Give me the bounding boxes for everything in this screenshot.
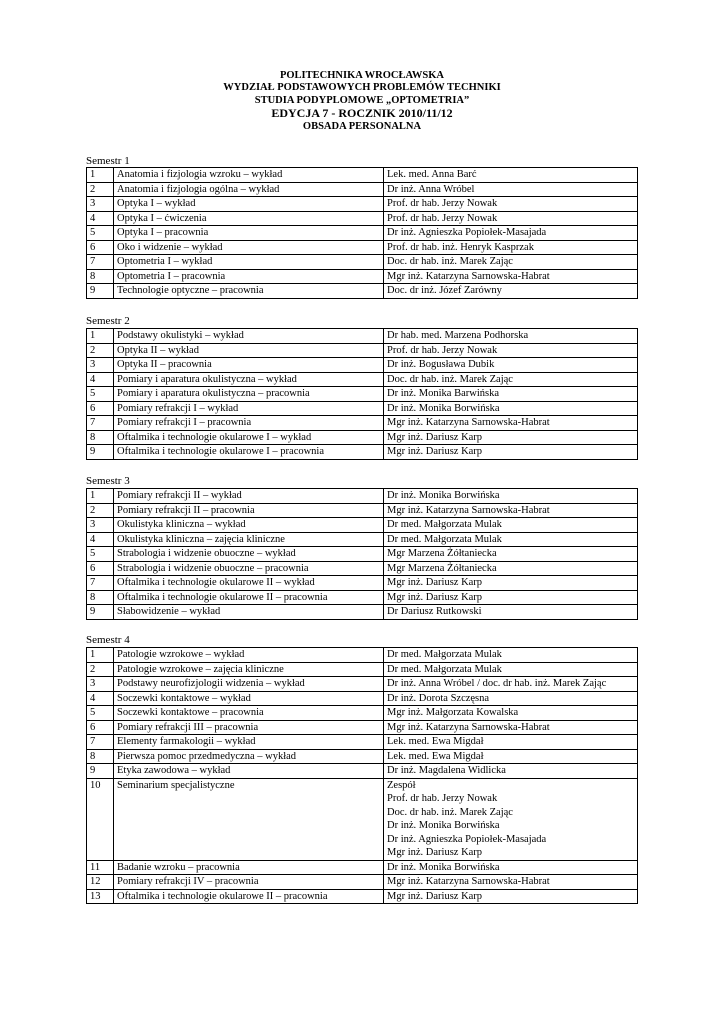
table-row — [87, 720, 638, 735]
row-number: 8 — [87, 430, 114, 445]
semester-label: Semestr 4 — [86, 634, 130, 646]
semester-table — [86, 167, 638, 299]
course-name: Seminarium specjalistyczne — [114, 778, 384, 860]
course-name: Słabowidzenie – wykład — [114, 605, 384, 620]
table-row — [87, 561, 638, 576]
row-number: 1 — [87, 329, 114, 344]
row-number: 5 — [87, 547, 114, 562]
course-name: Oftalmika i technologie okularowe I – pracownia — [114, 445, 384, 460]
instructor-name: Dr inż. Agnieszka Popiołek-Masajada — [387, 833, 547, 845]
table-row — [87, 576, 638, 591]
course-name: Optyka I – ćwiczenia — [114, 211, 384, 226]
row-number: 4 — [87, 211, 114, 226]
instructor-name: Lek. med. Ewa Migdał — [387, 736, 484, 747]
instructor-name: Zespół — [387, 779, 416, 791]
instructor-cell — [384, 226, 638, 241]
instructor-cell — [384, 489, 638, 504]
row-number: 3 — [87, 197, 114, 212]
row-number: 7 — [87, 416, 114, 431]
course-name: Pomiary refrakcji IV – pracownia — [114, 875, 384, 890]
instructor-cell — [384, 211, 638, 226]
instructor-cell — [384, 197, 638, 212]
row-number: 12 — [87, 875, 114, 890]
row-number: 4 — [87, 532, 114, 547]
instructor-name: Dr med. Małgorzata Mulak — [387, 649, 502, 660]
instructor-name: Prof. dr hab. inż. Henryk Kasprzak — [387, 241, 534, 253]
table-row — [87, 182, 638, 197]
row-number: 1 — [87, 648, 114, 663]
instructor-name: Dr inż. Agnieszka Popiołek-Masajada — [387, 227, 547, 238]
instructor-cell — [384, 416, 638, 431]
course-name: Pomiary i aparatura okulistyczna – pracownia — [114, 387, 384, 402]
instructor-name: Dr inż. Magdalena Widlicka — [387, 765, 506, 776]
instructor-name: Doc. dr hab. inż. Marek Zając — [387, 256, 513, 267]
course-name: Oko i widzenie – wykład — [114, 240, 384, 255]
row-number: 9 — [87, 605, 114, 620]
table-row — [87, 372, 638, 387]
table-row — [87, 749, 638, 764]
instructor-name: Dr Dariusz Rutkowski — [387, 606, 482, 617]
table-row — [87, 226, 638, 241]
table-row — [87, 489, 638, 504]
table-row — [87, 875, 638, 890]
semester-table — [86, 328, 638, 460]
instructor-name: Mgr inż. Dariusz Karp — [387, 431, 483, 443]
row-number: 7 — [87, 255, 114, 270]
instructor-name: Dr inż. Monika Borwińska — [387, 820, 500, 831]
instructor-cell — [384, 875, 638, 890]
table-row — [87, 547, 638, 562]
instructor-cell — [384, 503, 638, 518]
course-name: Strabologia i widzenie obuoczne – wykład — [114, 547, 384, 562]
instructor-name: Mgr inż. Dariusz Karp — [387, 446, 483, 457]
instructor-cell — [384, 749, 638, 764]
course-name: Oftalmika i technologie okularowe II – wykład — [114, 576, 384, 591]
instructor-cell — [384, 547, 638, 562]
course-name: Podstawy okulistyki – wykład — [114, 329, 384, 344]
course-name: Pomiary refrakcji II – pracownia — [114, 503, 384, 518]
table-row — [87, 329, 638, 344]
instructor-name: Dr inż. Bogusława Dubik — [387, 359, 495, 370]
instructor-cell — [384, 860, 638, 875]
row-number: 2 — [87, 343, 114, 358]
table-row — [87, 764, 638, 779]
table-row — [87, 168, 638, 183]
instructor-name: Dr inż. Dorota Szczęsna — [387, 692, 490, 704]
instructor-name: Mgr inż. Katarzyna Sarnowska-Habrat — [387, 417, 550, 428]
program-name: STUDIA PODYPLOMOWE „OPTOMETRIA” — [254, 94, 470, 106]
instructor-cell — [384, 576, 638, 591]
course-name: Pomiary i aparatura okulistyczna – wykład — [114, 372, 384, 387]
course-name: Technologie optyczne – pracownia — [114, 284, 384, 299]
row-number: 6 — [87, 561, 114, 576]
instructor-name: Dr inż. Monika Borwińska — [387, 861, 500, 873]
row-number: 1 — [87, 168, 114, 183]
course-name: Optyka I – pracownia — [114, 226, 384, 241]
table-row — [87, 255, 638, 270]
instructor-cell — [384, 284, 638, 299]
table-row — [87, 269, 638, 284]
instructor-name: Doc. dr hab. inż. Marek Zając — [387, 806, 513, 818]
course-name: Anatomia i fizjologia ogólna – wykład — [114, 182, 384, 197]
instructor-cell — [384, 561, 638, 576]
table-row — [87, 860, 638, 875]
row-number: 6 — [87, 720, 114, 735]
instructor-cell — [384, 662, 638, 677]
table-row — [87, 706, 638, 721]
table-row — [87, 648, 638, 663]
instructor-cell — [384, 372, 638, 387]
table-row — [87, 284, 638, 299]
row-number: 9 — [87, 764, 114, 779]
table-row — [87, 518, 638, 533]
table-row — [87, 430, 638, 445]
instructor-name: Dr inż. Anna Wróbel / doc. dr hab. inż. Marek Zając — [387, 678, 607, 689]
row-number: 4 — [87, 691, 114, 706]
document-header — [0, 70, 724, 133]
course-name: Oftalmika i technologie okularowe II – pracownia — [114, 889, 384, 904]
course-name: Pomiary refrakcji II – wykład — [114, 489, 384, 504]
instructor-name: Mgr inż. Katarzyna Sarnowska-Habrat — [387, 270, 550, 282]
row-number: 7 — [87, 576, 114, 591]
course-name: Pomiary refrakcji III – pracownia — [114, 720, 384, 735]
course-name: Optometria I – pracownia — [114, 269, 384, 284]
row-number: 11 — [87, 860, 114, 875]
row-number: 2 — [87, 182, 114, 197]
instructor-name: Prof. dr hab. Jerzy Nowak — [387, 198, 498, 209]
course-name: Patologie wzrokowe – zajęcia kliniczne — [114, 662, 384, 677]
course-name: Optometria I – wykład — [114, 255, 384, 270]
course-name: Patologie wzrokowe – wykład — [114, 648, 384, 663]
instructor-name: Dr med. Małgorzata Mulak — [387, 663, 502, 675]
row-number: 2 — [87, 503, 114, 518]
instructor-cell — [384, 764, 638, 779]
instructor-cell — [384, 735, 638, 750]
instructor-cell — [384, 706, 638, 721]
course-name: Okulistyka kliniczna – zajęcia kliniczne — [114, 532, 384, 547]
course-name: Badanie wzroku – pracownia — [114, 860, 384, 875]
semester-label: Semestr 2 — [86, 315, 130, 327]
instructor-name: Mgr inż. Katarzyna Sarnowska-Habrat — [387, 504, 550, 516]
course-name: Pomiary refrakcji I – pracownia — [114, 416, 384, 431]
instructor-cell — [384, 430, 638, 445]
instructor-name: Dr inż. Monika Borwińska — [387, 490, 500, 501]
course-name: Pierwsza pomoc przedmedyczna – wykład — [114, 749, 384, 764]
instructor-cell — [384, 720, 638, 735]
table-row — [87, 889, 638, 904]
instructor-cell — [384, 387, 638, 402]
instructor-name: Mgr inż. Dariusz Karp — [387, 577, 483, 588]
instructor-name: Prof. dr hab. Jerzy Nowak — [387, 212, 498, 224]
course-name: Anatomia i fizjologia wzroku – wykład — [114, 168, 384, 183]
instructor-cell — [384, 168, 638, 183]
course-name: Strabologia i widzenie obuoczne – pracownia — [114, 561, 384, 576]
instructor-name: Mgr Marzena Żółtaniecka — [387, 548, 497, 559]
row-number: 8 — [87, 590, 114, 605]
instructor-name: Mgr inż. Małgorzata Kowalska — [387, 707, 519, 718]
instructor-name: Dr med. Małgorzata Mulak — [387, 519, 502, 530]
edition-title: EDYCJA 7 - ROCZNIK 2010/11/12 — [271, 106, 453, 121]
course-name: Okulistyka kliniczna – wykład — [114, 518, 384, 533]
instructor-cell — [384, 240, 638, 255]
instructor-name: Lek. med. Ewa Migdał — [387, 750, 484, 762]
instructor-cell — [384, 677, 638, 692]
course-name: Podstawy neurofizjologii widzenia – wykład — [114, 677, 384, 692]
university-name: POLITECHNIKA WROCŁAWSKA — [279, 70, 445, 81]
instructor-name: Dr med. Małgorzata Mulak — [387, 533, 502, 545]
table-row — [87, 532, 638, 547]
instructor-name: Mgr Marzena Żółtaniecka — [387, 562, 497, 574]
course-name: Optyka II – wykład — [114, 343, 384, 358]
row-number: 5 — [87, 226, 114, 241]
table-row — [87, 735, 638, 750]
document-title: OBSADA PERSONALNA — [302, 120, 422, 132]
table-row — [87, 343, 638, 358]
instructor-name: Prof. dr hab. Jerzy Nowak — [387, 344, 498, 356]
instructor-cell — [384, 182, 638, 197]
table-row — [87, 590, 638, 605]
table-row — [87, 387, 638, 402]
instructor-cell — [384, 532, 638, 547]
table-row — [87, 197, 638, 212]
semester-table — [86, 488, 638, 620]
course-name: Soczewki kontaktowe – pracownia — [114, 706, 384, 721]
instructor-cell — [384, 518, 638, 533]
row-number: 6 — [87, 240, 114, 255]
row-number: 6 — [87, 401, 114, 416]
instructor-cell — [384, 778, 638, 860]
instructor-name: Mgr inż. Dariusz Karp — [387, 890, 483, 902]
course-name: Elementy farmakologii – wykład — [114, 735, 384, 750]
instructor-name: Dr hab. med. Marzena Podhorska — [387, 330, 529, 341]
table-row — [87, 358, 638, 373]
instructor-cell — [384, 255, 638, 270]
row-number: 1 — [87, 489, 114, 504]
instructor-name: Doc. dr inż. Józef Zarówny — [387, 285, 502, 296]
instructor-name: Mgr inż. Katarzyna Sarnowska-Habrat — [387, 876, 550, 887]
row-number: 7 — [87, 735, 114, 750]
instructor-cell — [384, 590, 638, 605]
semester-table — [86, 647, 638, 904]
table-row — [87, 445, 638, 460]
row-number: 5 — [87, 706, 114, 721]
semester-label: Semestr 3 — [86, 475, 130, 487]
table-row — [87, 605, 638, 620]
table-row — [87, 503, 638, 518]
course-name: Optyka I – wykład — [114, 197, 384, 212]
instructor-cell — [384, 401, 638, 416]
table-row — [87, 401, 638, 416]
instructor-cell — [384, 605, 638, 620]
instructor-name: Dr inż. Anna Wróbel — [387, 183, 475, 195]
instructor-name: Dr inż. Monika Borwińska — [387, 402, 500, 414]
instructor-cell — [384, 329, 638, 344]
course-name: Soczewki kontaktowe – wykład — [114, 691, 384, 706]
instructor-cell — [384, 358, 638, 373]
table-row — [87, 211, 638, 226]
course-name: Oftalmika i technologie okularowe I – wykład — [114, 430, 384, 445]
row-number: 5 — [87, 387, 114, 402]
table-row — [87, 240, 638, 255]
course-name: Etyka zawodowa – wykład — [114, 764, 384, 779]
instructor-cell — [384, 889, 638, 904]
table-row — [87, 662, 638, 677]
instructor-cell — [384, 445, 638, 460]
instructor-name: Mgr inż. Dariusz Karp — [387, 847, 483, 858]
row-number: 8 — [87, 749, 114, 764]
instructor-name: Doc. dr hab. inż. Marek Zając — [387, 373, 513, 385]
row-number: 8 — [87, 269, 114, 284]
instructor-name: Mgr inż. Katarzyna Sarnowska-Habrat — [387, 721, 550, 733]
table-row — [87, 416, 638, 431]
instructor-cell — [384, 269, 638, 284]
table-row — [87, 778, 638, 860]
row-number: 9 — [87, 445, 114, 460]
instructor-cell — [384, 343, 638, 358]
instructor-name: Lek. med. Anna Barć — [387, 169, 477, 180]
faculty-name: WYDZIAŁ PODSTAWOWYCH PROBLEMÓW TECHNIKI — [223, 82, 501, 94]
row-number: 2 — [87, 662, 114, 677]
row-number: 3 — [87, 677, 114, 692]
row-number: 13 — [87, 889, 114, 904]
course-name: Optyka II – pracownia — [114, 358, 384, 373]
row-number: 3 — [87, 518, 114, 533]
course-name: Oftalmika i technologie okularowe II – pracownia — [114, 590, 384, 605]
row-number: 10 — [87, 778, 114, 860]
row-number: 3 — [87, 358, 114, 373]
instructor-name: Prof. dr hab. Jerzy Nowak — [387, 793, 498, 804]
instructor-name: Mgr inż. Dariusz Karp — [387, 591, 483, 603]
table-row — [87, 677, 638, 692]
table-row — [87, 691, 638, 706]
course-name: Pomiary refrakcji I – wykład — [114, 401, 384, 416]
instructor-name: Dr inż. Monika Barwińska — [387, 388, 499, 399]
row-number: 4 — [87, 372, 114, 387]
row-number: 9 — [87, 284, 114, 299]
instructor-cell — [384, 648, 638, 663]
semester-label: Semestr 1 — [86, 155, 130, 167]
instructor-cell — [384, 691, 638, 706]
